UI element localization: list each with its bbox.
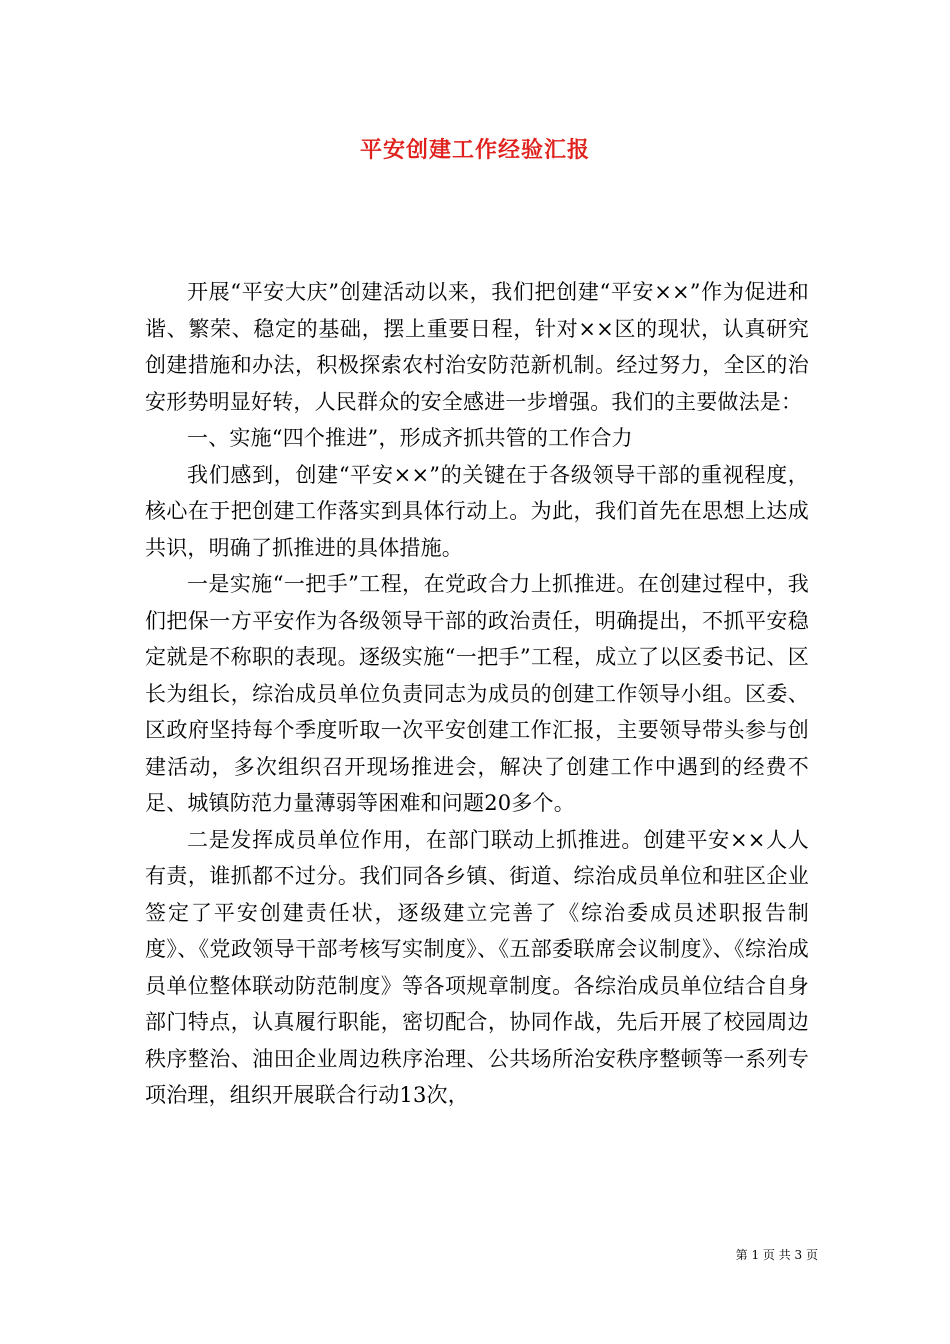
document-title: 平安创建工作经验汇报 [359,137,590,163]
page-number: 第 1 页 共 3 页 [735,1248,818,1262]
document-body [145,274,809,1114]
paragraph-intro: 开展“平安大庆”创建活动以来，我们把创建“平安××”作为促进和谐、繁荣、稳定的基础，摆上重要日程，针对××区的现状，认真研究创建措施和办法，积极探索农村治安防范新机制。经过努力，全区的治安形势明显好转，人民群众的安全感进一步增强。我们的主要做法是： [145,280,809,414]
paragraph-key-points: 我们感到，创建“平安××”的关键在于各级领导干部的重视程度，核心在于把创建工作落实到具体行动上。为此，我们首先在思想上达成共识，明确了抓推进的具体措施。 [145,462,809,560]
paragraph-point-2: 二是发挥成员单位作用，在部门联动上抓推进。创建平安××人人有责，谁抓都不过分。我们同各乡镇、街道、综治成员单位和驻区企业签定了平安创建责任状，逐级建立完善了《综治委成员述职报告制度》、《党政领导干部考核写实制度》、《五部委联席会议制度》、《综治成员单位整体联动防范制度》等各项规章制度。各综治成员单位结合自身部门特点，认真履行职能，密切配合，协同作战，先后开展了校园周边秩序整治、油田企业周边秩序治理、公共场所治安秩序整顿等一系列专项治理，组织开展联合行动13次， [145,827,809,1107]
section-heading-1: 一、实施“四个推进”，形成齐抓共管的工作合力 [187,426,633,450]
paragraph-point-1: 一是实施“一把手”工程，在党政合力上抓推进。在创建过程中，我们把保一方平安作为各级领导干部的政治责任，明确提出，不抓平安稳定就是不称职的表现。逐级实施“一把手”工程，成立了以区委书记、区长为组长，综治成员单位负责同志为成员的创建工作领导小组。区委、区政府坚持每个季度听取一次平安创建工作汇报，主要领导带头参与创建活动，多次组织召开现场推进会，解决了创建工作中遇到的经费不足、城镇防范力量薄弱等困难和问题20多个。 [145,572,809,815]
